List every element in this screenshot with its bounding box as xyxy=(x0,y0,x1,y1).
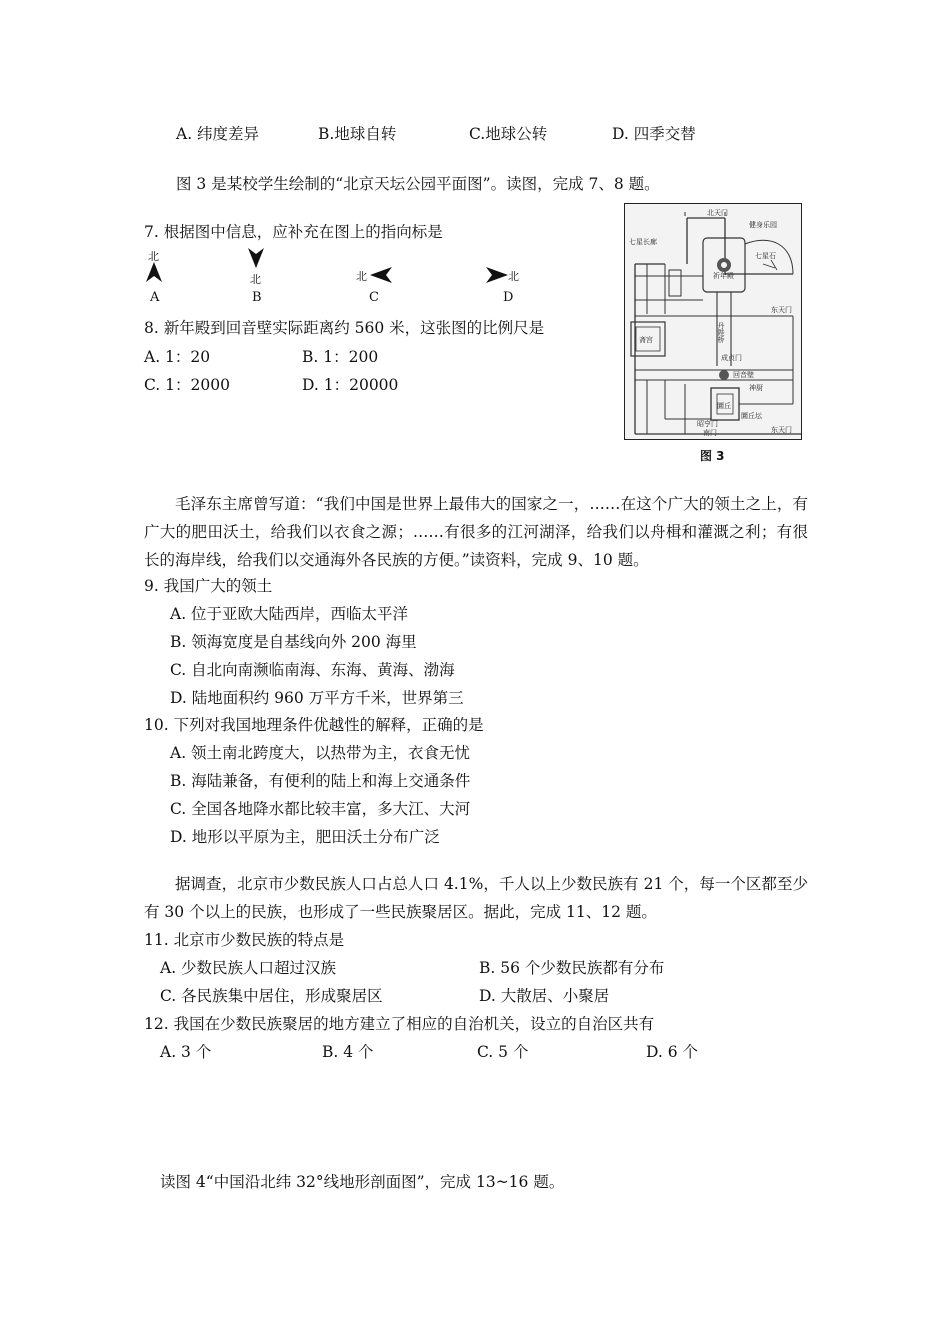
intro-minority: 据调查，北京市少数民族人口占总人口 4.1%，千人以上少数民族有 21 个，每一个区都至少有 30 个以上的民族，也形成了一些民族聚居区。据此，完成 11、12 题。 xyxy=(144,875,808,921)
q12-option-d: D. 6 个 xyxy=(646,1043,699,1061)
map-label-corridor: 七星长廊 xyxy=(629,238,657,246)
q6-option-a: A. 纬度差异 xyxy=(176,125,260,143)
intro-figure3: 图 3 是某校学生绘制的“北京天坛公园平面图”。读图，完成 7、8 题。 xyxy=(176,175,660,193)
arrow-right-icon xyxy=(484,266,508,284)
q9-option-b: B. 领海宽度是自基线向外 200 海里 xyxy=(170,633,417,651)
map-label-palace: 斋宫 xyxy=(639,336,653,344)
q7-stem: 7. 根据图中信息，应补充在图上的指向标是 xyxy=(144,223,443,241)
map-label-echo: 回音壁 xyxy=(733,371,754,379)
map-label-east-main: 东天门 xyxy=(771,426,792,434)
q10-stem: 10. 下列对我国地理条件优越性的解释，正确的是 xyxy=(144,716,484,734)
intro-figure4: 读图 4“中国沿北纬 32°线地形剖面图”，完成 13~16 题。 xyxy=(160,1173,565,1191)
q10-option-a: A. 领土南北跨度大，以热带为主，衣食无忧 xyxy=(170,744,471,762)
map-label-east-gate: 东天门 xyxy=(771,306,792,314)
temple-of-heaven-map xyxy=(624,203,802,440)
q6-option-b: B.地球自转 xyxy=(318,125,397,143)
q10-option-b: B. 海陆兼备，有便利的陆上和海上交通条件 xyxy=(170,772,471,790)
map-label-north-gate: 北天门 xyxy=(707,209,728,217)
map-label-bridge: 丹陛桥 xyxy=(717,322,725,343)
map-label-gate: 成贞门 xyxy=(721,354,742,362)
map-label-fitness: 健身乐园 xyxy=(749,221,777,229)
arrow-down-icon xyxy=(246,246,266,268)
q8-stem: 8. 新年殿到回音壁实际距离约 560 米，这张图的比例尺是 xyxy=(144,319,545,337)
map-label-kitchen: 神厨 xyxy=(749,384,763,392)
map-label-south-gate: 昭亨门 xyxy=(697,420,718,428)
map-label-south-main: 南门 xyxy=(703,429,717,437)
q11-option-a: A. 少数民族人口超过汉族 xyxy=(160,959,337,977)
q12-option-b: B. 4 个 xyxy=(322,1043,374,1061)
compass-label-b: B xyxy=(252,290,262,305)
arrow-left-icon xyxy=(370,266,394,284)
q12-option-c: C. 5 个 xyxy=(477,1043,529,1061)
north-label: 北 xyxy=(250,273,261,286)
map-label-hall: 祈年殿 xyxy=(713,272,734,280)
q11-option-b: B. 56 个少数民族都有分布 xyxy=(479,959,665,977)
figure3-caption: 图 3 xyxy=(700,449,725,463)
q9-option-c: C. 自北向南濒临南海、东海、黄海、渤海 xyxy=(170,661,455,679)
q8-option-c: C. 1：2000 xyxy=(144,376,230,394)
q10-option-c: C. 全国各地降水都比较丰富，多大江、大河 xyxy=(170,800,471,818)
q10-option-d: D. 地形以平原为主，肥田沃土分布广泛 xyxy=(170,828,440,846)
q8-option-a: A. 1：20 xyxy=(144,348,211,366)
q6-option-c: C.地球公转 xyxy=(469,125,548,143)
compass-label-a: A xyxy=(150,290,160,305)
intro-mao: 毛泽东主席曾写道：“我们中国是世界上最伟大的国家之一，……在这个广大的领土之上，有广大的肥田沃土，给我们以衣食之源；……有很多的江河湖泽，给我们以舟楫和灌溉之利；有很长的海岸线，给我们以交通海外各民族的方便。”读资料，完成 9、10 题。 xyxy=(144,495,808,569)
q8-option-d: D. 1：20000 xyxy=(302,376,399,394)
q12-stem: 12. 我国在少数民族聚居的地方建立了相应的自治机关，设立的自治区共有 xyxy=(144,1015,655,1033)
compass-label-d: D xyxy=(503,290,514,305)
map-drawing xyxy=(625,204,801,439)
compass-label-c: C xyxy=(369,290,379,305)
north-label: 北 xyxy=(148,250,159,263)
north-label: 北 xyxy=(356,270,367,283)
q11-option-c: C. 各民族集中居住，形成聚居区 xyxy=(160,987,383,1005)
q11-option-d: D. 大散居、小聚居 xyxy=(479,987,610,1005)
q11-stem: 11. 北京市少数民族的特点是 xyxy=(144,931,345,949)
q9-option-d: D. 陆地面积约 960 万平方千米，世界第三 xyxy=(170,689,464,707)
q8-option-b: B. 1：200 xyxy=(302,348,379,366)
map-label-altar: 圜丘坛 xyxy=(741,412,762,420)
q6-option-d: D. 四季交替 xyxy=(612,125,696,143)
map-label-stones: 七星石 xyxy=(755,252,776,260)
q12-option-a: A. 3 个 xyxy=(160,1043,212,1061)
arrow-up-icon xyxy=(144,262,164,284)
north-label: 北 xyxy=(508,270,519,283)
q9-option-a: A. 位于亚欧大陆西岸，西临太平洋 xyxy=(170,605,409,623)
map-label-qiu: 圜丘 xyxy=(717,402,731,410)
q9-stem: 9. 我国广大的领土 xyxy=(144,577,273,595)
